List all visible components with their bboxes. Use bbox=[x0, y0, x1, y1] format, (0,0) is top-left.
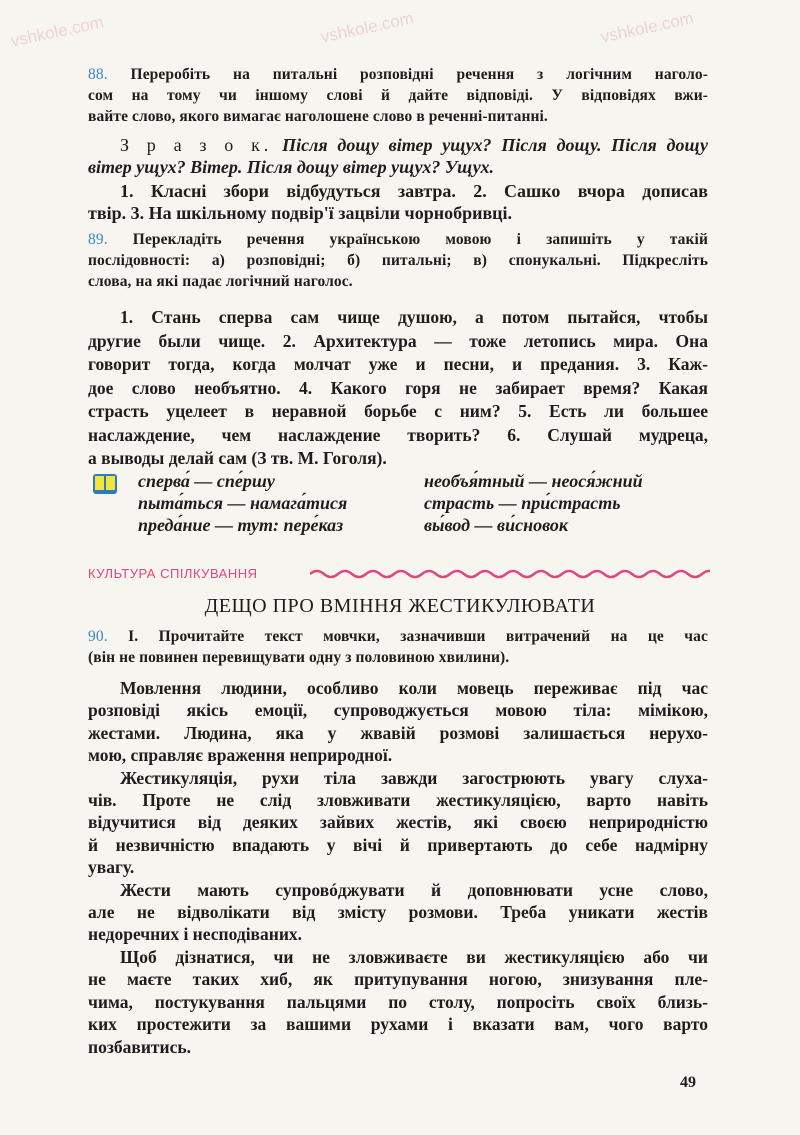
section-label: КУЛЬТУРА СПІЛКУВАННЯ bbox=[88, 562, 708, 586]
exercise-88-sentences: 1. Класні збори відбудуться завтра. 2. Сашко вчора дописав твір. 3. На шкільному подвір'ї зацвіли чорнобривці. bbox=[88, 181, 708, 223]
section-title: ДЕЩО ПРО ВМІННЯ ЖЕСТИКУЛЮВАТИ bbox=[204, 595, 596, 617]
paragraph: Жестикуляція, рухи тіла завжди загострюють увагу слуха- чів. Проте не слід зловживати жестикуляцією, варто навіть відучитися від деяких зайвих жестів, які своєю неприродністю й незвичністю впадають у вічі й привертають до себе надмірну увагу. bbox=[88, 767, 708, 878]
dictionary-book-icon bbox=[93, 474, 117, 494]
exercise-90-text bbox=[88, 677, 708, 1058]
paragraph: Мовлення людини, особливо коли мовець переживає під час розповіді якісь емоції, супроводжується мовою тіла: мімікою, жестами. Людина, яка у жвавій розмові залишається нерухо- мою, справляє враження неприродної. bbox=[88, 678, 708, 766]
watermark: vshkole.com bbox=[8, 12, 106, 51]
watermark: vshkole.com bbox=[598, 8, 696, 47]
page-number: 49 bbox=[680, 1074, 696, 1091]
paragraph: Щоб дізнатися, чи не зловживаєте ви жестикуляцією або чи не маєте таких хиб, як притупування ногою, знизування пле- чима, постукування пальцями по столу, попросіть своїх близь- ких простежити за вашими рухами і вказати вам, чого варто позбавитись. bbox=[88, 946, 708, 1057]
exercise-90-task: 90. І. Прочитайте текст мовчки, зазначивши витрачений на це час (він не повинен перевищувати одну з половиною хвилини). bbox=[88, 628, 708, 666]
exercise-89-sentences: 1. Стань сперва сам чище душою, а потом пытайся, чтобы другие были чище. 2. Архитектура — тоже летопись мира. Она говорит тогда, когда молчат уже и песни, и предания. 3. Каж- дое слово необъятно. 4. Какого горя не забирает время? Какая страсть уцелеет в неравной борьбе с ним? 5. Есть ли большее наслаждение, чем наслаждение творить? 6. Слушай мудреца, а выводы делай сам (З тв. М. Гоголя). bbox=[88, 307, 708, 468]
exercise-89-task: 89. Перекладіть речення українською мовою і запишіть у такій послідовності: а) розповідні; б) питальні; в) спонукальні. Підкресліть слова, на які падає логічний наголос. bbox=[88, 231, 708, 290]
watermark: vshkole.com bbox=[318, 8, 416, 47]
exercise-88-sample: З р а з о к. Після дощу вітер ущух? Після дощу. Після дощу вітер ущух? Вітер. Після дощу вітер ущух? Ущух. bbox=[88, 135, 708, 177]
paragraph: Жести мають супровóджувати й доповнювати усне слово, але не відволікати від змісту розмови. Треба уникати жестів недоречних і несподіваних. bbox=[88, 879, 708, 945]
wavy-line-decoration bbox=[310, 562, 710, 586]
exercise-88-task: 88. Переробіть на питальні розповідні речення з логічним наголо- сом на тому чи іншому слові й дайте відповіді. У відповідях вжи- вайте слово, якого вимагає наголошене слово в реченні-питанні. bbox=[88, 66, 708, 125]
exercise-number: 88. bbox=[88, 66, 108, 83]
